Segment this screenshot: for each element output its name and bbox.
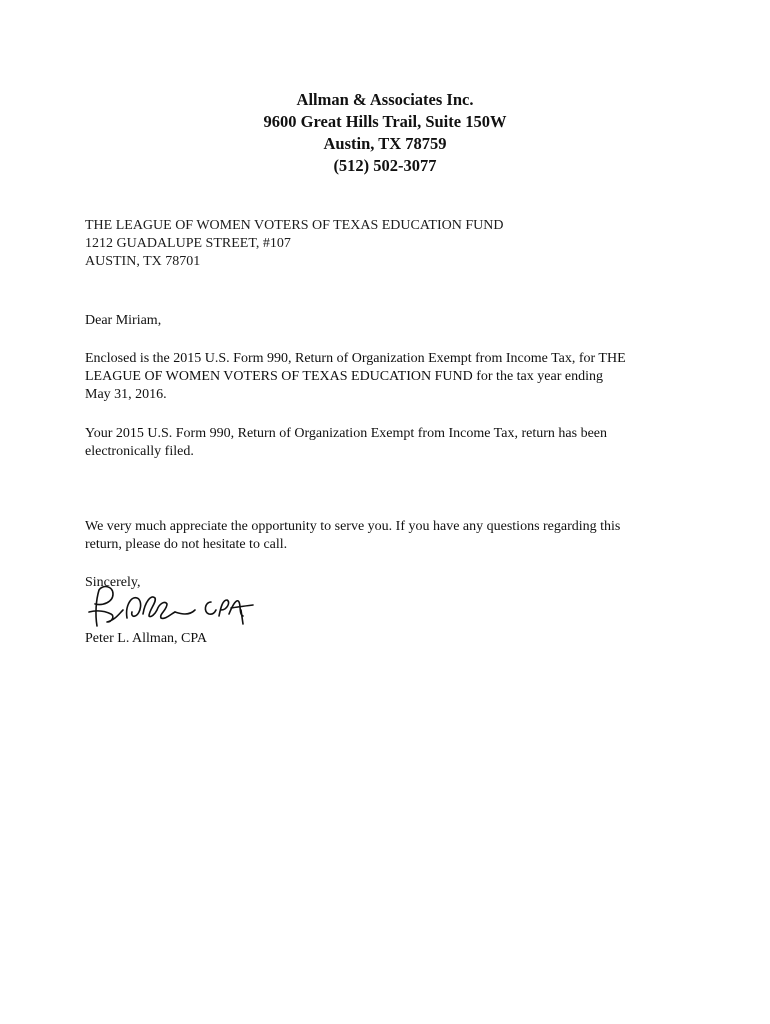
paragraph-line: electronically filed. xyxy=(85,444,194,459)
paragraph-line: Your 2015 U.S. Form 990, Return of Organization Exempt from Income Tax, return has been xyxy=(85,426,607,441)
company-city: Austin, TX 78759 xyxy=(323,134,447,153)
body-paragraph-appreciation xyxy=(85,518,675,554)
closing: Sincerely, xyxy=(85,575,141,590)
recipient-city: AUSTIN, TX 78701 xyxy=(85,254,201,269)
salutation: Dear Miriam, xyxy=(85,313,162,328)
paragraph-line: Enclosed is the 2015 U.S. Form 990, Return of Organization Exempt from Income Tax, for THE xyxy=(85,351,626,366)
company-phone: (512) 502-3077 xyxy=(333,156,437,175)
paragraph-line: May 31, 2016. xyxy=(85,387,167,402)
signer-name: Peter L. Allman, CPA xyxy=(85,631,207,646)
company-name: Allman & Associates Inc. xyxy=(296,90,474,109)
paragraph-line: We very much appreciate the opportunity to serve you. If you have any questions regarding this xyxy=(85,519,621,534)
recipient-name: THE LEAGUE OF WOMEN VOTERS OF TEXAS EDUCATION FUND xyxy=(85,218,504,233)
company-street: 9600 Great Hills Trail, Suite 150W xyxy=(263,112,507,131)
body-paragraph-enclosure xyxy=(85,350,675,404)
paragraph-line: LEAGUE OF WOMEN VOTERS OF TEXAS EDUCATION FUND for the tax year ending xyxy=(85,369,603,384)
handwritten-signature xyxy=(85,580,280,632)
letterhead xyxy=(0,89,770,177)
recipient-address xyxy=(85,217,503,271)
body-paragraph-filed xyxy=(85,425,675,461)
paragraph-line: return, please do not hesitate to call. xyxy=(85,537,288,552)
recipient-street: 1212 GUADALUPE STREET, #107 xyxy=(85,236,291,251)
